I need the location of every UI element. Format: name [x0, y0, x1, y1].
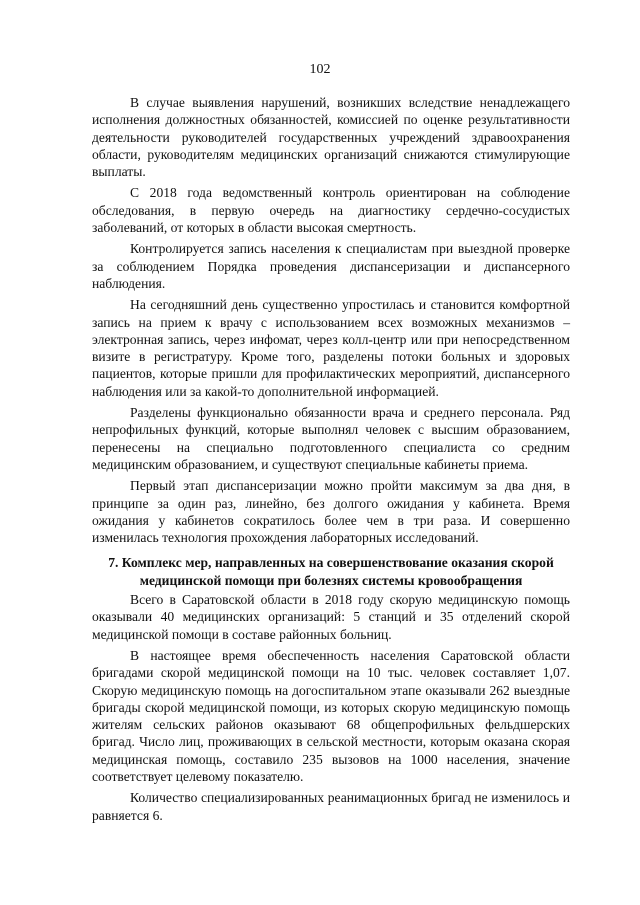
section-heading: 7. Комплекс мер, направленных на совершенствование оказания скорой медицинской помощи при болезнях системы кровообращения	[108, 555, 554, 588]
paragraph: В настоящее время обеспеченность населения Саратовской области бригадами скорой медицинской помощи на 10 тыс. человек составляет 1,07. Скорую медицинскую помощь на догоспитальном этапе оказывали 262 выездные бригады скорой медицинской помощи, из которых скорую медицинскую помощь жителям сельских районов оказывают 68 общепрофильных фельдшерских бригад. Число лиц, проживающих в сельской местности, которым оказана скорая медицинская помощь, составило 235 вызовов на 1000 населения, значение соответствует целевому показателю.	[92, 647, 570, 784]
paragraph: На сегодняшний день существенно упростилась и становится комфортной запись на прием к врачу с использованием всех возможных механизмов – электронная запись, через инфомат, через колл-центр или при непосредственном визите в регистратуру. Кроме того, разделены потоки больных и здоровых пациентов, которые пришли для профилактических мероприятий, диспансерного наблюдения или за какой-то дополнительной информацией.	[92, 297, 570, 399]
paragraph: В случае выявления нарушений, возникших вследствие ненадлежащего исполнения должностных обязанностей, комиссией по оценке результативности деятельности руководителей государственных учреждений здравоохранения области, руководителям медицинских организаций снижаются стимулирующие выплаты.	[92, 95, 570, 180]
paragraph: Количество специализированных реанимационных бригад не изменилось и равняется 6.	[92, 790, 570, 823]
paragraph: Контролируется запись населения к специалистам при выездной проверке за соблюдением Порядка проведения диспансеризации и диспансерного наблюдения.	[92, 241, 570, 291]
page-number: 102	[309, 62, 331, 77]
paragraph: Всего в Саратовской области в 2018 году скорую медицинскую помощь оказывали 40 медицинских организаций: 5 станций и 35 отделений скорой медицинской помощи в составе районных больниц.	[92, 592, 570, 642]
paragraph: С 2018 года ведомственный контроль ориентирован на соблюдение обследования, в первую очередь на диагностику сердечно-сосудистых заболеваний, от которых в области высокая смертность.	[92, 185, 570, 236]
paragraph: Разделены функционально обязанности врача и среднего персонала. Ряд непрофильных функций, которые выполнял человек с высшим образованием, перенесены на специально подготовленного специалиста со средним медицинским образованием, и существуют специальные кабинеты приема.	[92, 405, 570, 472]
paragraph: Первый этап диспансеризации можно пройти максимум за два дня, в принципе за один раз, линейно, без долгого ожидания у кабинета. Время ожидания у кабинетов сократилось более чем в три раза. И совершенно изменилась технология прохождения лабораторных исследований.	[92, 478, 570, 546]
document-body	[92, 94, 570, 828]
